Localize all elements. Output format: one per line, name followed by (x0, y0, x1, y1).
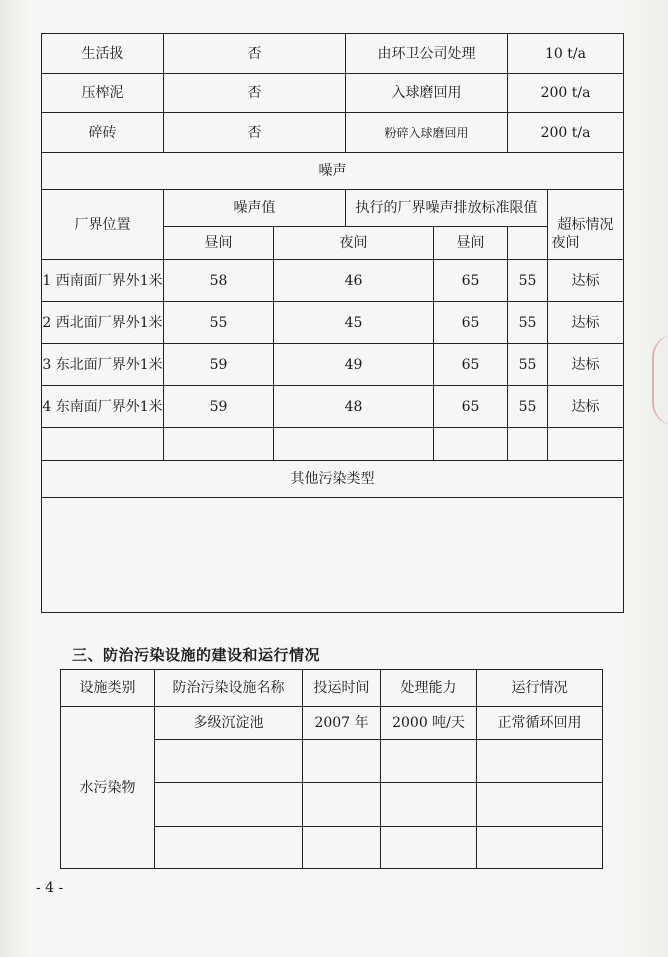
waste-hazardous: 否 (164, 113, 346, 153)
night-value: 46 (274, 260, 434, 302)
status-value: 达标 (548, 260, 624, 302)
waste-hazardous: 否 (164, 34, 346, 74)
std-night-value: 55 (508, 386, 548, 428)
location-cell: 4 东南面厂界外1米 (42, 386, 164, 428)
waste-name: 生活扱 (42, 34, 164, 74)
waste-name: 压榨泥 (42, 74, 164, 113)
facility-year: 2007 年 (303, 707, 381, 740)
std-day-value: 65 (434, 386, 508, 428)
std-night-value: 55 (508, 302, 548, 344)
noise-value-header: 噪声值 (164, 190, 346, 227)
other-pollution-body (42, 498, 624, 613)
day-value: 58 (164, 260, 274, 302)
waste-amount: 200 t/a (508, 74, 624, 113)
location-cell: 3 东北面厂界外1米 (42, 344, 164, 386)
day-value: 55 (164, 302, 274, 344)
header-start-date: 投运时间 (303, 670, 381, 707)
waste-disposal: 粉碎入球磨回用 (346, 113, 508, 153)
location-header: 厂界位置 (42, 190, 164, 260)
header-operation-status: 运行情况 (477, 670, 603, 707)
pollution-table (41, 33, 624, 613)
status-value: 达标 (548, 302, 624, 344)
noise-row (42, 260, 624, 302)
waste-disposal: 入球磨回用 (346, 74, 508, 113)
header-capacity: 处理能力 (381, 670, 477, 707)
noise-row (42, 344, 624, 386)
facility-name: 多级沉淀池 (155, 707, 303, 740)
night-value: 45 (274, 302, 434, 344)
section-3-title: 三、防治污染设施的建设和运行情况 (72, 646, 321, 664)
waste-amount: 200 t/a (508, 113, 624, 153)
day-value: 59 (164, 386, 274, 428)
waste-amount: 10 t/a (508, 34, 624, 74)
facility-row (61, 707, 603, 740)
std-night-value: 55 (508, 260, 548, 302)
night-header: 夜间 (274, 227, 434, 260)
header-facility-name: 防治污染设施名称 (155, 670, 303, 707)
status-value: 达标 (548, 386, 624, 428)
standard-header: 执行的厂界噪声排放标准限值 (346, 190, 548, 227)
facilities-table (60, 669, 603, 869)
noise-row (42, 302, 624, 344)
seal-stamp-edge (652, 335, 668, 425)
std-day-value: 65 (434, 302, 508, 344)
noise-row (42, 386, 624, 428)
std-night-header: 夜间 (508, 227, 624, 260)
location-cell: 2 西北面厂界外1米 (42, 302, 164, 344)
waste-name: 碎砖 (42, 113, 164, 153)
night-value: 49 (274, 344, 434, 386)
noise-section-title: 噪声 (42, 153, 624, 190)
std-night-value: 55 (508, 344, 548, 386)
category-cell: 水污染物 (61, 707, 155, 869)
noise-header-row (42, 190, 624, 227)
header-category: 设施类别 (61, 670, 155, 707)
facilities-header-row (61, 670, 603, 707)
waste-row (42, 74, 624, 113)
facility-capacity: 2000 吨/天 (381, 707, 477, 740)
waste-row (42, 113, 624, 153)
day-value: 59 (164, 344, 274, 386)
status-value: 达标 (548, 344, 624, 386)
day-header: 昼间 (164, 227, 274, 260)
std-day-header: 昼间 (434, 227, 508, 260)
waste-disposal: 由环卫公司处理 (346, 34, 508, 74)
facility-status: 正常循环回用 (477, 707, 603, 740)
std-day-value: 65 (434, 260, 508, 302)
noise-row-empty (42, 428, 624, 461)
location-cell: 1 西南面厂界外1米 (42, 260, 164, 302)
night-value: 48 (274, 386, 434, 428)
other-pollution-title: 其他污染类型 (42, 461, 624, 498)
waste-row (42, 34, 624, 74)
page-number: - 4 - (36, 880, 64, 896)
waste-hazardous: 否 (164, 74, 346, 113)
status-header: 超标情况 (548, 190, 624, 260)
std-day-value: 65 (434, 344, 508, 386)
